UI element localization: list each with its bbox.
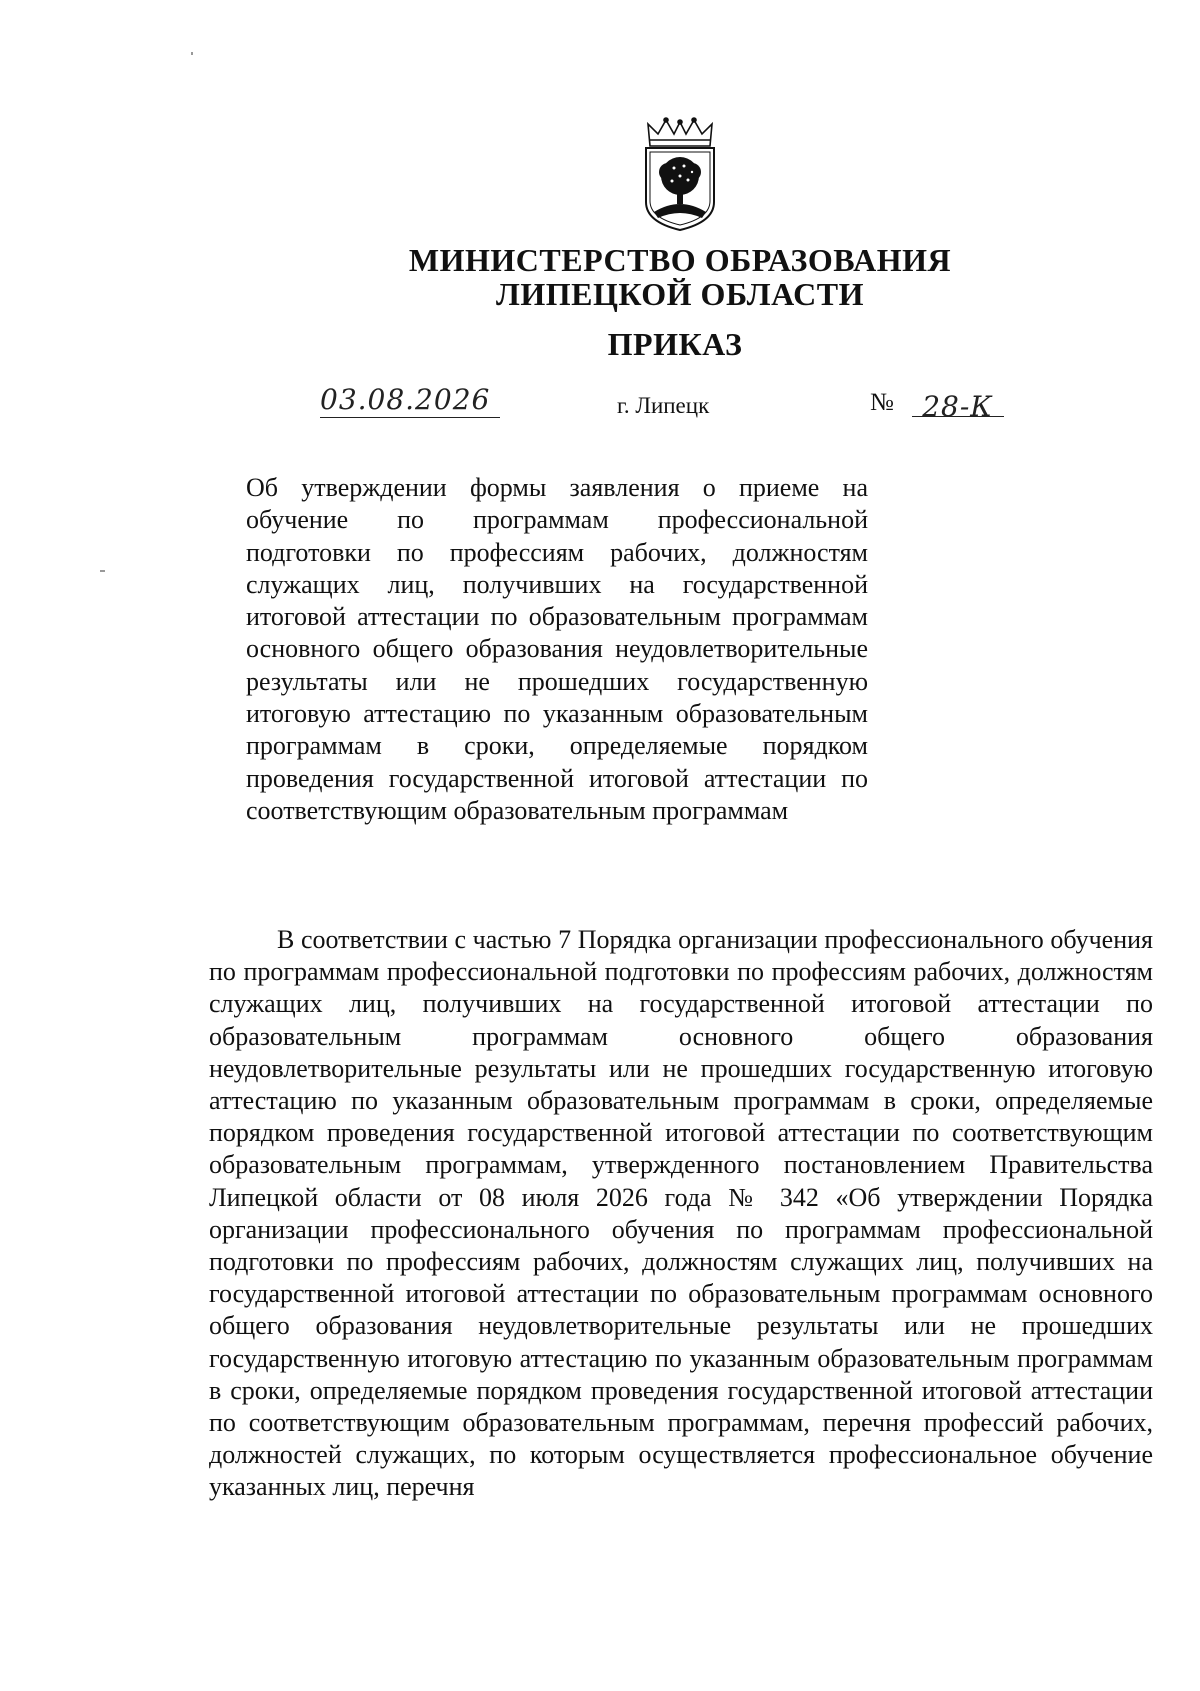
order-number-field [870,389,1004,423]
document-type: ПРИКАЗ [607,326,743,362]
number-sign: № [870,389,894,416]
order-date: 03.08.2026 [320,383,491,416]
order-body-text: В соответствии с частью 7 Порядка организации профессионального обучения по программам профессиональной подготовки по профессиям рабочих, должностям служащих лиц, получивших на государственной итоговой аттестации по образовательным программам основного общего образования неудовлетворительные результаты или не прошедших государственную итоговую аттестацию по указанным образовательным программам в сроки, определяемые порядком проведения государственной итоговой аттестации по соответствующим образовательным программам, утвержденного постановлением Правительства Липецкой области от 08 июля 2026 года № 342 «Об утверждении Порядка организации профессионального обучения по программам профессиональной подготовки по профессиям рабочих, должностям служащих лиц, получивших на государственной итоговой аттестации по образовательным программам основного общего образования неудовлетворительные результаты или не прошедших государственную итоговую аттестацию по указанным образовательным программам в сроки, определяемые порядком проведения государственной итоговой аттестации по соответствующим образовательным программам, перечня профессий рабочих, должностей служащих, по которым осуществляется профессиональное обучение указанных лиц, перечня [209,925,1153,1502]
order-number-line [912,390,1004,423]
scan-speck [100,570,105,572]
order-date-field [320,383,500,418]
coat-of-arms-icon [636,116,724,234]
scan-speck [191,52,193,55]
region-title: ЛИПЕЦКОЙ ОБЛАСТИ [496,276,864,312]
order-number: 28-К [922,390,993,423]
city: г. Липецк [617,393,710,418]
ministry-title: МИНИСТЕРСТВО ОБРАЗОВАНИЯ [408,242,952,278]
order-subject: Об утверждении формы заявления о приеме на обучение по программам профессиональной подготовки по профессиям рабочих, должностям служащих лиц, получивших на государственной итоговой аттестации по образовательным программам основного общего образования неудовлетворительные результаты или не прошедших государственную итоговую аттестацию по указанным образовательным программам в сроки, определяемые порядком проведения государственной итоговой аттестации по соответствующим образовательным программам [246,473,868,825]
